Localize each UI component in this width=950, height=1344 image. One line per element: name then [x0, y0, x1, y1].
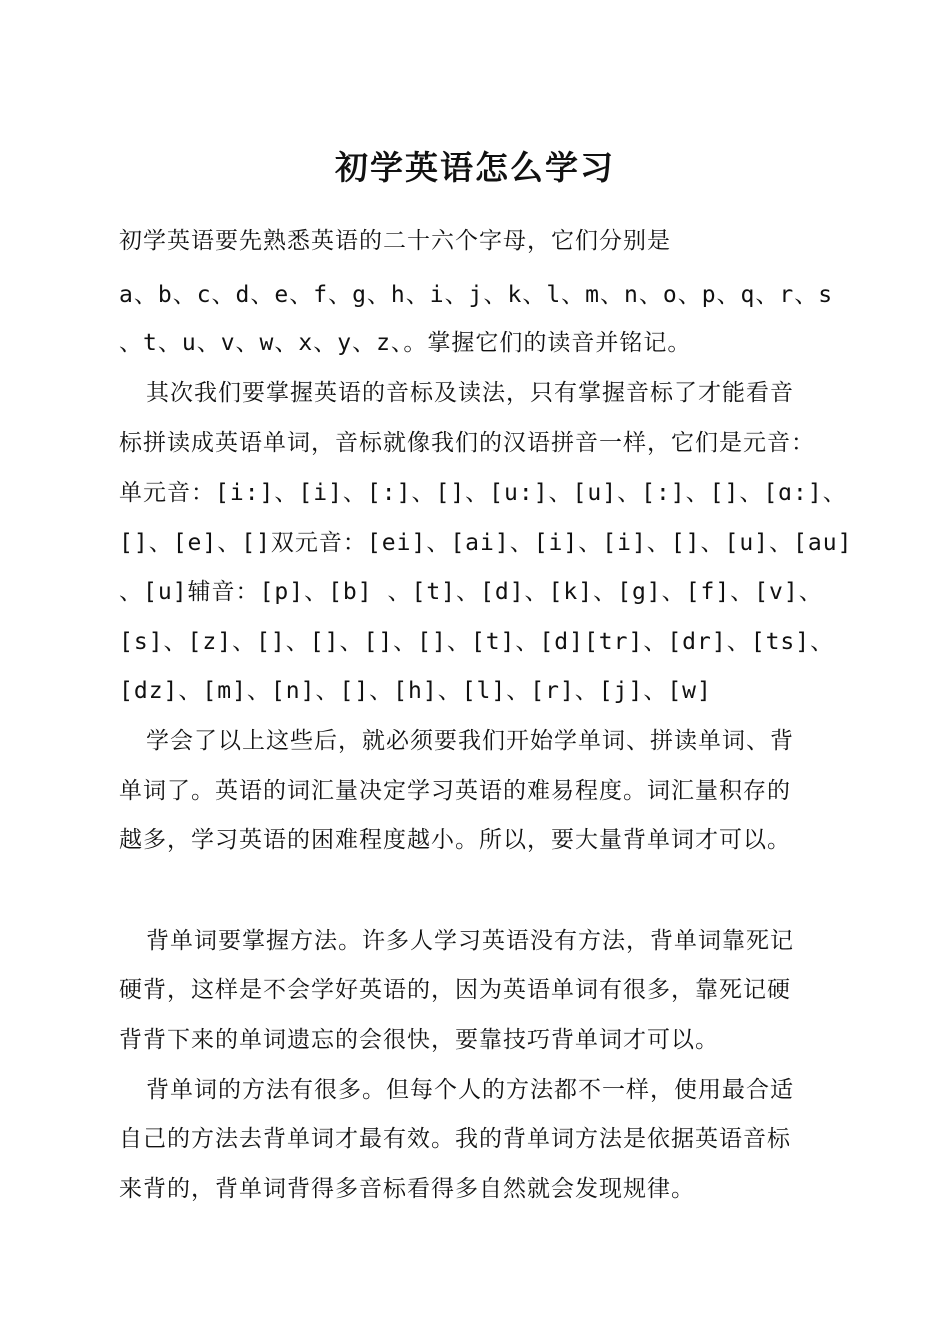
paragraph-line: [dz]、[m]、[n]、[]、[h]、[l]、[r]、[j]、[w] — [119, 678, 712, 704]
paragraph-line: a、b、c、d、e、f、g、h、i、j、k、l、m、n、o、p、q、r、s — [119, 282, 834, 308]
paragraph-line: 标拼读成英语单词，音标就像我们的汉语拼音一样，它们是元音： — [119, 430, 815, 456]
paragraph-line: [s]、[z]、[]、[]、[]、[]、[t]、[d][tr]、[dr]、[ts]、 — [119, 629, 835, 655]
paragraph-line: 背背下来的单词遗忘的会很快，要靠技巧背单词才可以。 — [119, 1027, 719, 1053]
paragraph-line: 、t、u、v、w、x、y、z、。掌握它们的读音并铭记。 — [119, 330, 692, 356]
paragraph-line: 其次我们要掌握英语的音标及读法，只有掌握音标了才能看音 — [146, 380, 794, 406]
paragraph-line: 来背的，背单词背得多音标看得多自然就会发现规律。 — [119, 1176, 695, 1202]
paragraph-line: 背单词的方法有很多。但每个人的方法都不一样，使用最合适 — [146, 1077, 794, 1103]
paragraph-line: 、[u]辅音：[p]、[b] 、[t]、[d]、[k]、[g]、[f]、[v]、 — [119, 579, 823, 605]
paragraph-line: 单元音：[i:]、[i]、[:]、[]、[u:]、[u]、[:]、[]、[ɑ:]、 — [119, 480, 847, 506]
paragraph-line: 单词了。英语的词汇量决定学习英语的难易程度。词汇量积存的 — [119, 778, 791, 804]
paragraph-line: 背单词要掌握方法。许多人学习英语没有方法，背单词靠死记 — [146, 928, 794, 954]
paragraph-line: []、[e]、[]双元音：[ei]、[ai]、[i]、[i]、[]、[u]、[au] — [119, 530, 853, 556]
paragraph-line: 硬背，这样是不会学好英语的，因为英语单词有很多，靠死记硬 — [119, 977, 791, 1003]
paragraph-line: 自己的方法去背单词才最有效。我的背单词方法是依据英语音标 — [119, 1126, 791, 1152]
paragraph-line: 越多，学习英语的困难程度越小。所以，要大量背单词才可以。 — [119, 827, 791, 853]
paragraph-line: 学会了以上这些后，就必须要我们开始学单词、拼读单词、背 — [146, 728, 794, 754]
paragraph-line: 初学英语要先熟悉英语的二十六个字母，它们分别是 — [119, 228, 671, 254]
document-title: 初学英语怎么学习 — [335, 148, 615, 187]
